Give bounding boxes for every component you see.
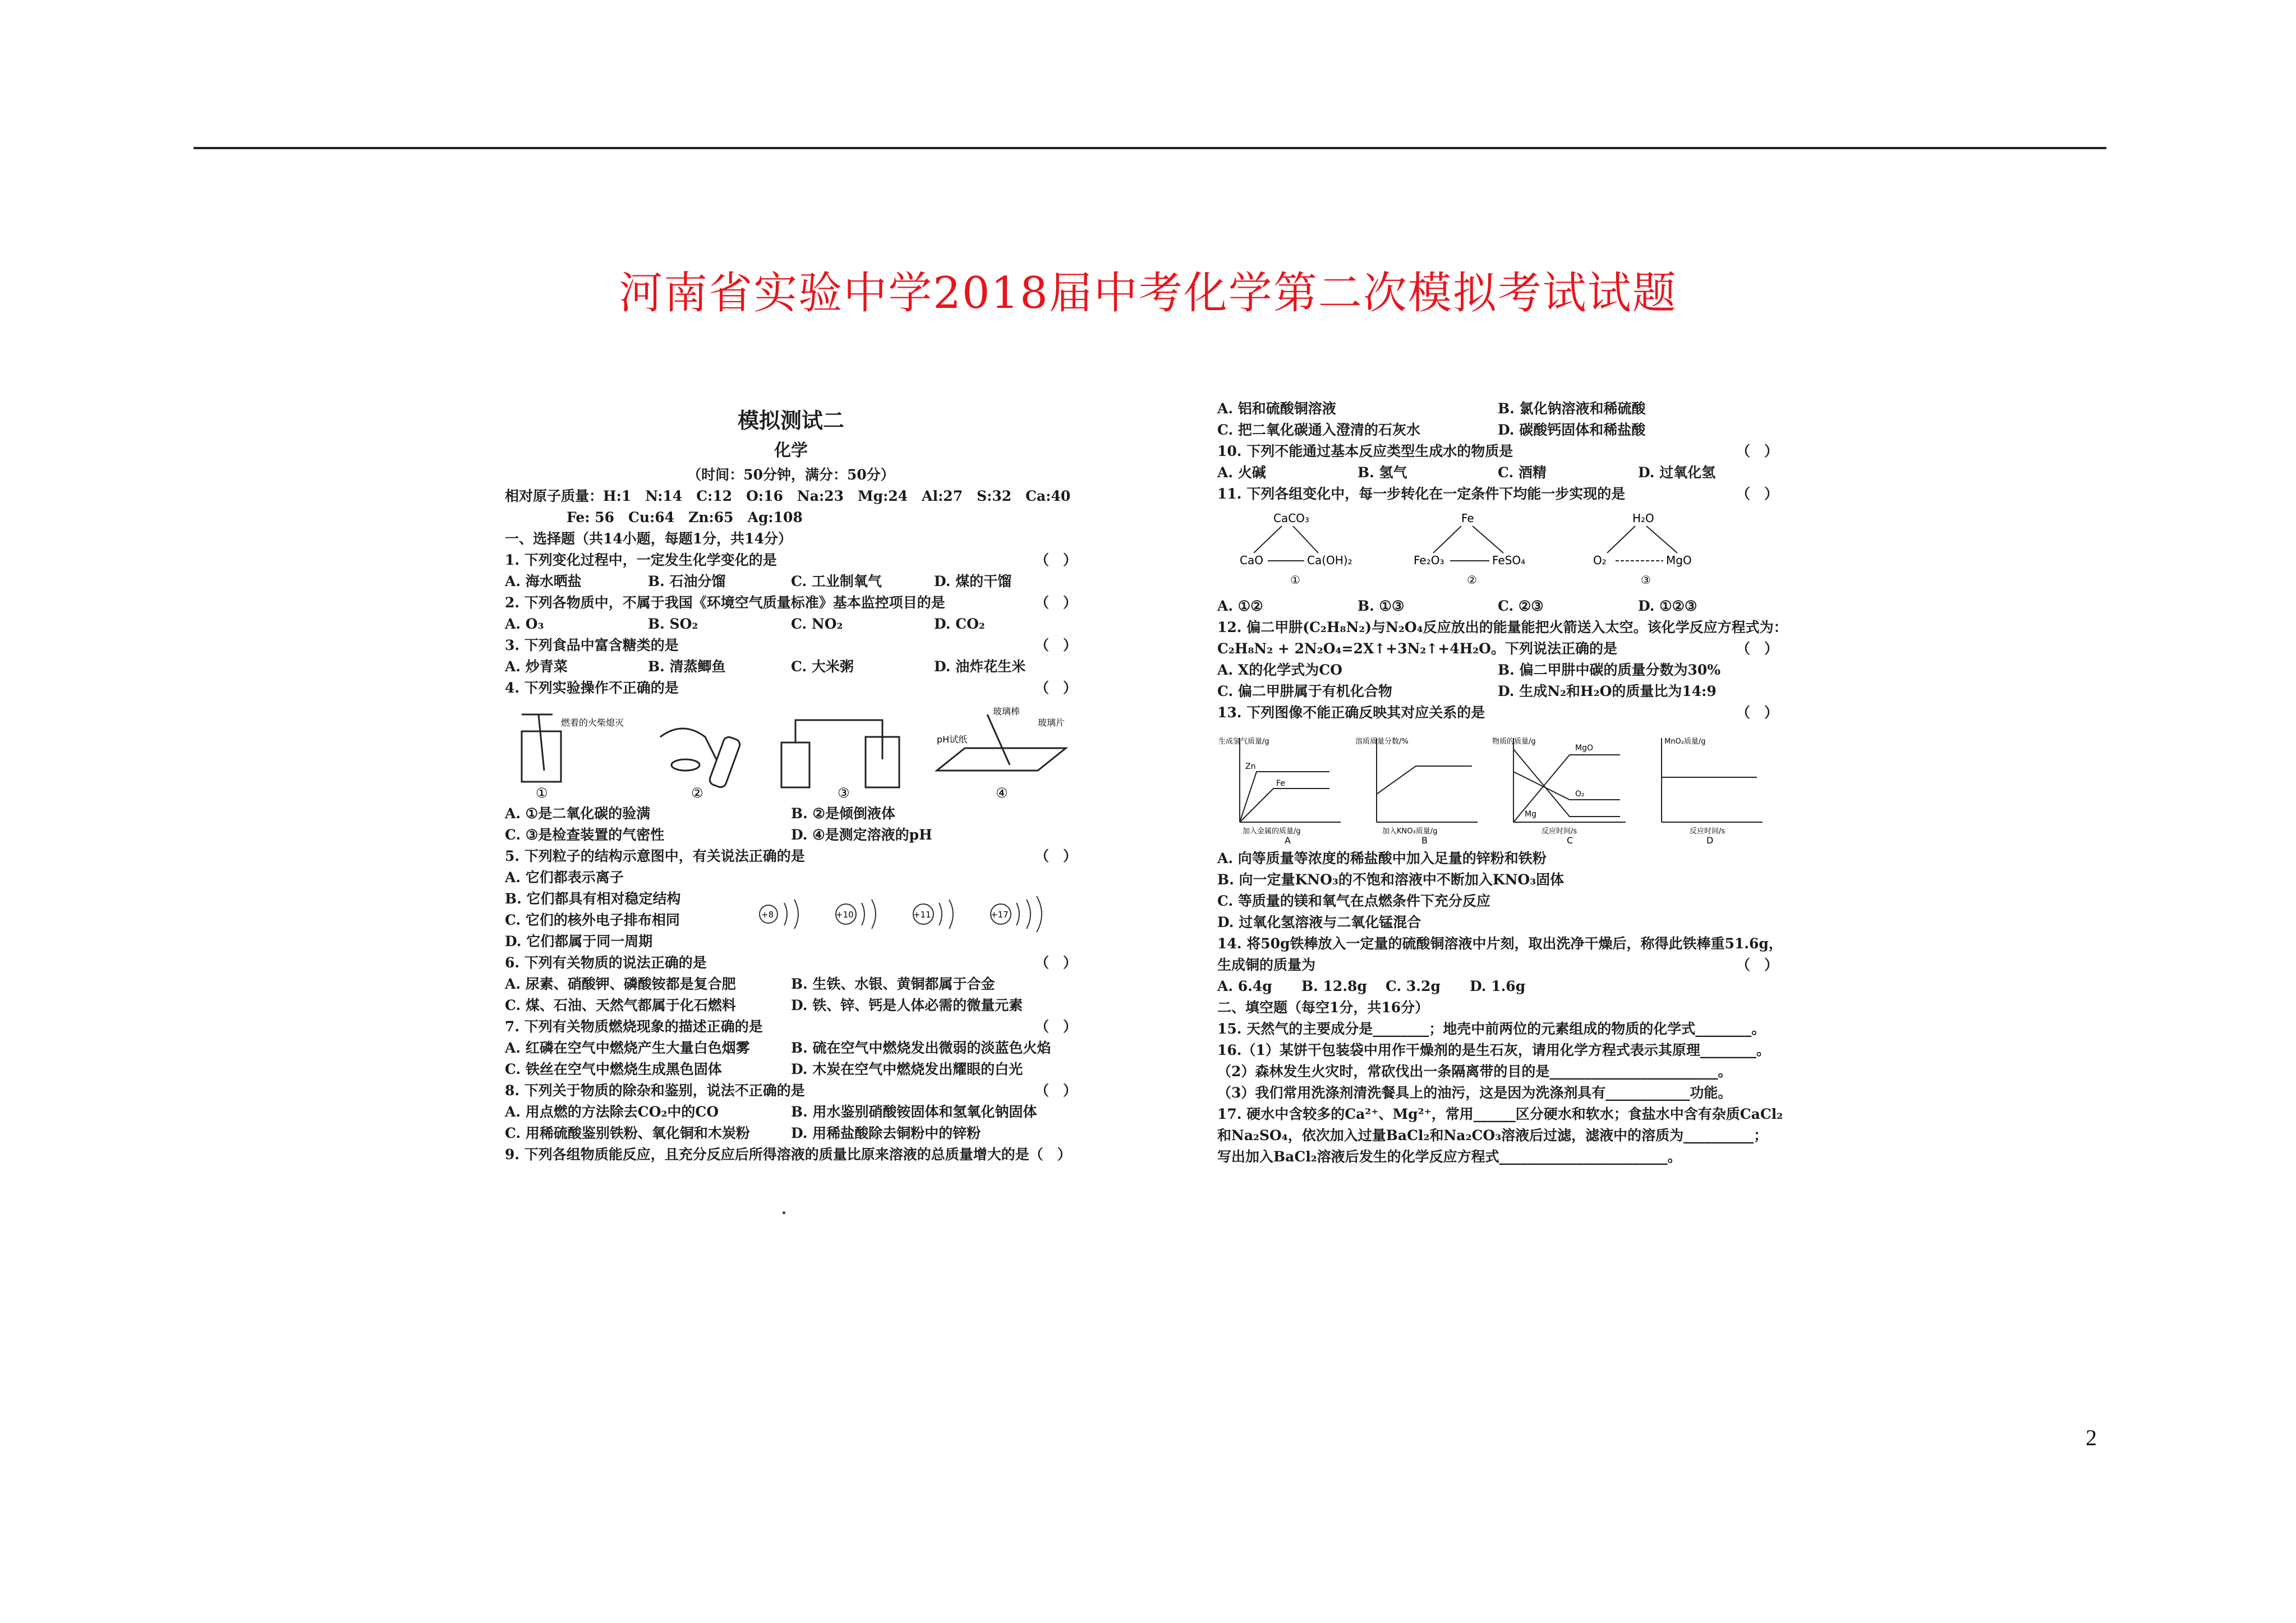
svg-text:②: ②	[1467, 573, 1477, 587]
svg-text:MnO₂质量/g: MnO₂质量/g	[1664, 737, 1706, 746]
svg-text:③: ③	[838, 785, 850, 799]
apparatus-2-illustration	[638, 703, 767, 799]
question-3-options: A. 炒青菜 B. 清蒸鲫鱼 C. 大米粥 D. 油炸花生米	[505, 658, 1026, 675]
question-13: 13. 下列图像不能正确反映其对应关系的是 （ ）	[1217, 704, 1778, 721]
svg-text:反应时间/s: 反应时间/s	[1542, 827, 1577, 836]
question-1-options: A. 海水晒盐 B. 石油分馏 C. 工业制氧气 D. 煤的干馏	[505, 573, 1012, 589]
conversion-diagram-3	[1576, 508, 1717, 592]
svg-text:Mg: Mg	[1525, 810, 1536, 819]
question-5: 5. 下列粒子的结构示意图中，有关说法正确的是 （ ）	[505, 848, 1077, 864]
svg-text:CaO: CaO	[1240, 554, 1263, 567]
svg-text:O₂: O₂	[1575, 790, 1585, 799]
apparatus-3-illustration	[770, 703, 922, 799]
question-5-option-c: C. 它们的核外电子排布相同	[505, 912, 680, 928]
question-12-line-1: 12. 偏二甲肼(C₂H₈N₂)与N₂O₄反应放出的能量能把火箭送入太空。该化学反应方程式为：	[1217, 619, 1788, 635]
question-14-line-1: 14. 将50g铁棒放入一定量的硫酸铜溶液中片刻，取出洗净干燥后，称得此铁棒重51.6g，	[1217, 935, 1783, 952]
svg-text:Fe: Fe	[1276, 779, 1285, 788]
svg-text:+17: +17	[991, 910, 1009, 920]
question-3: 3. 下列食品中富含糖类的是 （ ）	[505, 637, 1077, 653]
svg-text:生成氢气质量/g: 生成氢气质量/g	[1218, 737, 1269, 746]
svg-text:CaCO₃: CaCO₃	[1273, 511, 1309, 525]
question-13-graphs	[1217, 727, 1778, 845]
left-column	[505, 404, 1077, 1165]
svg-text:H₂O: H₂O	[1632, 511, 1654, 525]
question-9: 9. 下列各组物质能反应，且充分反应后所得溶液的质量比原来溶液的总质量增大的是（ ）	[505, 1146, 1071, 1163]
question-11-options: A. ①② B. ①③ C. ②③ D. ①②③	[1217, 598, 1697, 614]
question-12-line-2: C₂H₈N₂ + 2N₂O₄=2X↑+3N₂↑+4H₂O。下列说法正确的是 （ ）	[1217, 640, 1778, 657]
question-10: 10. 下列不能通过基本反应类型生成水的物质是 （ ）	[1217, 443, 1778, 459]
atomic-masses-line-1: 相对原子质量：H:1 N:14 C:12 O:16 Na:23 Mg:24 Al:27 S:32 Ca:40	[505, 488, 1071, 504]
question-4-apparatus-figure	[505, 703, 1077, 799]
svg-text:O₂: O₂	[1593, 554, 1607, 567]
svg-text:溶质质量分数/%: 溶质质量分数/%	[1355, 737, 1409, 746]
exam-subject: 化学	[774, 441, 808, 460]
apparatus-1-illustration	[505, 703, 634, 799]
question-12-options: A. X的化学式为CO B. 偏二甲肼中碳的质量分数为30% C. 偏二甲肼属于有机化合物 D. 生成N₂和H₂O的质量比为14:9	[1217, 662, 1721, 699]
question-16-part-2: （2）森林发生火灾时，常砍伐出一条隔离带的目的是________________________。	[1217, 1063, 1732, 1080]
svg-text:Fe₂O₃: Fe₂O₃	[1414, 554, 1444, 567]
conversion-diagram-2	[1402, 508, 1543, 592]
header-rule	[194, 147, 2106, 149]
conversion-diagram-1	[1228, 508, 1369, 592]
svg-text:反应时间/s: 反应时间/s	[1690, 827, 1726, 836]
svg-text:+8: +8	[761, 910, 774, 920]
svg-text:加入金属的质量/g: 加入金属的质量/g	[1243, 827, 1301, 836]
section-2-heading: 二、填空题（每空1分，共16分）	[1217, 999, 1429, 1016]
svg-text:pH试纸: pH试纸	[936, 734, 968, 745]
question-14-options: A. 6.4g B. 12.8g C. 3.2g D. 1.6g	[1217, 978, 1526, 994]
atomic-masses-line-2: Fe: 56 Cu:64 Zn:65 Ag:108	[567, 509, 803, 525]
graph-c	[1491, 727, 1631, 845]
document-title: 河南省实验中学2018届中考化学第二次模拟考试试题	[619, 268, 1677, 319]
question-4-options: A. ①是二氧化碳的验满 B. ②是倾倒液体 C. ③是检查装置的气密性 D. ④是测定溶液的pH	[505, 805, 932, 843]
question-14-line-2: 生成铜的质量为 （ ）	[1217, 957, 1778, 973]
question-4: 4. 下列实验操作不正确的是 （ ）	[505, 680, 1077, 696]
svg-text:③: ③	[1641, 573, 1651, 587]
right-column	[1217, 398, 1788, 1168]
question-9-options: A. 铝和硫酸铜溶液 B. 氯化钠溶液和稀硫酸 C. 把二氧化碳通入澄清的石灰水 D. 碳酸钙固体和稀盐酸	[1217, 400, 1646, 438]
question-6: 6. 下列有关物质的说法正确的是 （ ）	[505, 955, 1077, 971]
svg-text:物质的质量/g: 物质的质量/g	[1492, 737, 1536, 746]
atomic-structure-diagrams	[752, 892, 1057, 937]
atom-diagram-4	[984, 892, 1057, 937]
atom-diagram-1	[752, 892, 813, 937]
graph-b	[1354, 727, 1483, 845]
svg-text:D: D	[1706, 835, 1714, 845]
svg-text:C: C	[1567, 835, 1573, 845]
question-13-option-b: B. 向一定量KNO₃的不饱和溶液中不断加入KNO₃固体	[1217, 872, 1565, 888]
graph-d	[1639, 727, 1768, 845]
svg-text:MgO: MgO	[1575, 744, 1593, 753]
question-13-option-c: C. 等质量的镁和氧气在点燃条件下充分反应	[1217, 893, 1490, 909]
question-1: 1. 下列变化过程中，一定发生化学变化的是 （ ）	[505, 552, 1077, 568]
question-16-part-1: 16.（1）某饼干包装袋中用作干燥剂的是生石灰，请用化学方程式表示其原理________。	[1217, 1042, 1770, 1058]
svg-text:④: ④	[995, 785, 1008, 799]
question-17-line-1: 17. 硬水中含较多的Ca²⁺、Mg²⁺，常用______区分硬水和软水；食盐水中含有杂质CaCl₂	[1217, 1106, 1783, 1122]
question-5-option-a: A. 它们都表示离子	[505, 869, 624, 886]
page-number: 2	[2086, 1425, 2097, 1450]
question-7: 7. 下列有关物质燃烧现象的描述正确的是 （ ）	[505, 1018, 1077, 1035]
question-6-options: A. 尿素、硝酸钾、磷酸铵都是复合肥 B. 生铁、水银、黄铜都属于合金 C. 煤、石油、天然气都属于化石燃料 D. 铁、锌、钙是人体必需的微量元素	[505, 976, 1023, 1013]
question-17-line-3: 写出加入BaCl₂溶液后发生的化学反应方程式________________________。	[1217, 1149, 1682, 1165]
exam-time-info: （时间：50分钟，满分：50分）	[687, 467, 895, 483]
apparatus-4-illustration	[926, 703, 1077, 799]
svg-text:Fe: Fe	[1461, 511, 1474, 525]
question-8: 8. 下列关于物质的除杂和鉴别，说法不正确的是 （ ）	[505, 1082, 1077, 1099]
svg-text:+11: +11	[913, 910, 931, 920]
question-16-part-3: （3）我们常用洗涤剂清洗餐具上的油污，这是因为洗涤剂具有____________功能。	[1217, 1085, 1732, 1101]
graph-a	[1217, 727, 1346, 845]
svg-text:燃着的火柴熄灭: 燃着的火柴熄灭	[561, 717, 624, 728]
scan-speck	[783, 1211, 785, 1214]
question-15: 15. 天然气的主要成分是________；地壳中前两位的元素组成的物质的化学式________。	[1217, 1021, 1766, 1037]
question-10-options: A. 火碱 B. 氢气 C. 酒精 D. 过氧化氢	[1217, 464, 1716, 481]
svg-text:MgO: MgO	[1666, 554, 1692, 567]
svg-text:②: ②	[691, 785, 703, 799]
atom-diagram-3	[907, 892, 968, 937]
section-1-heading: 一、选择题（共14小题，每题1分，共14分）	[505, 531, 792, 547]
question-13-option-d: D. 过氧化氢溶液与二氧化锰混合	[1217, 914, 1421, 930]
question-11: 11. 下列各组变化中，每一步转化在一定条件下均能一步实现的是 （ ）	[1217, 486, 1778, 502]
svg-text:+10: +10	[836, 910, 854, 920]
question-17-line-2: 和Na₂SO₄，依次加入过量BaCl₂和Na₂CO₃溶液后过滤，滤液中的溶质为__________；	[1217, 1127, 1768, 1144]
exam-heading: 模拟测试二	[737, 408, 844, 433]
question-8-options: A. 用点燃的方法除去CO₂中的CO B. 用水鉴别硝酸铵固体和氢氧化钠固体 C. 用稀硫酸鉴别铁粉、氧化铜和木炭粉 D. 用稀盐酸除去铜粉中的锌粉	[505, 1104, 1037, 1141]
atom-diagram-2	[829, 892, 891, 937]
svg-text:Ca(OH)₂: Ca(OH)₂	[1307, 554, 1352, 567]
svg-text:加入KNO₃质量/g: 加入KNO₃质量/g	[1382, 827, 1438, 836]
question-5-option-d: D. 它们都属于同一周期	[505, 933, 653, 949]
question-13-option-a: A. 向等质量等浓度的稀盐酸中加入足量的锌粉和铁粉	[1217, 850, 1547, 866]
question-11-conversion-diagrams	[1228, 508, 1778, 592]
svg-text:①: ①	[1290, 573, 1300, 587]
svg-text:玻璃片: 玻璃片	[1037, 717, 1065, 728]
svg-text:①: ①	[536, 785, 548, 799]
svg-text:A: A	[1285, 835, 1291, 845]
svg-text:玻璃棒: 玻璃棒	[992, 706, 1020, 717]
svg-text:B: B	[1421, 835, 1428, 845]
question-7-options: A. 红磷在空气中燃烧产生大量白色烟雾 B. 硫在空气中燃烧发出微弱的淡蓝色火焰 C. 铁丝在空气中燃烧生成黑色固体 D. 木炭在空气中燃烧发出耀眼的白光	[505, 1040, 1051, 1077]
svg-text:Zn: Zn	[1245, 762, 1256, 771]
question-5-option-b: B. 它们都具有相对稳定结构	[505, 891, 681, 907]
question-2: 2. 下列各物质中，不属于我国《环境空气质量标准》基本监控项目的是 （ ）	[505, 594, 1077, 611]
question-2-options: A. O₃ B. SO₂ C. NO₂ D. CO₂	[505, 616, 985, 632]
svg-text:FeSO₄: FeSO₄	[1492, 554, 1526, 567]
